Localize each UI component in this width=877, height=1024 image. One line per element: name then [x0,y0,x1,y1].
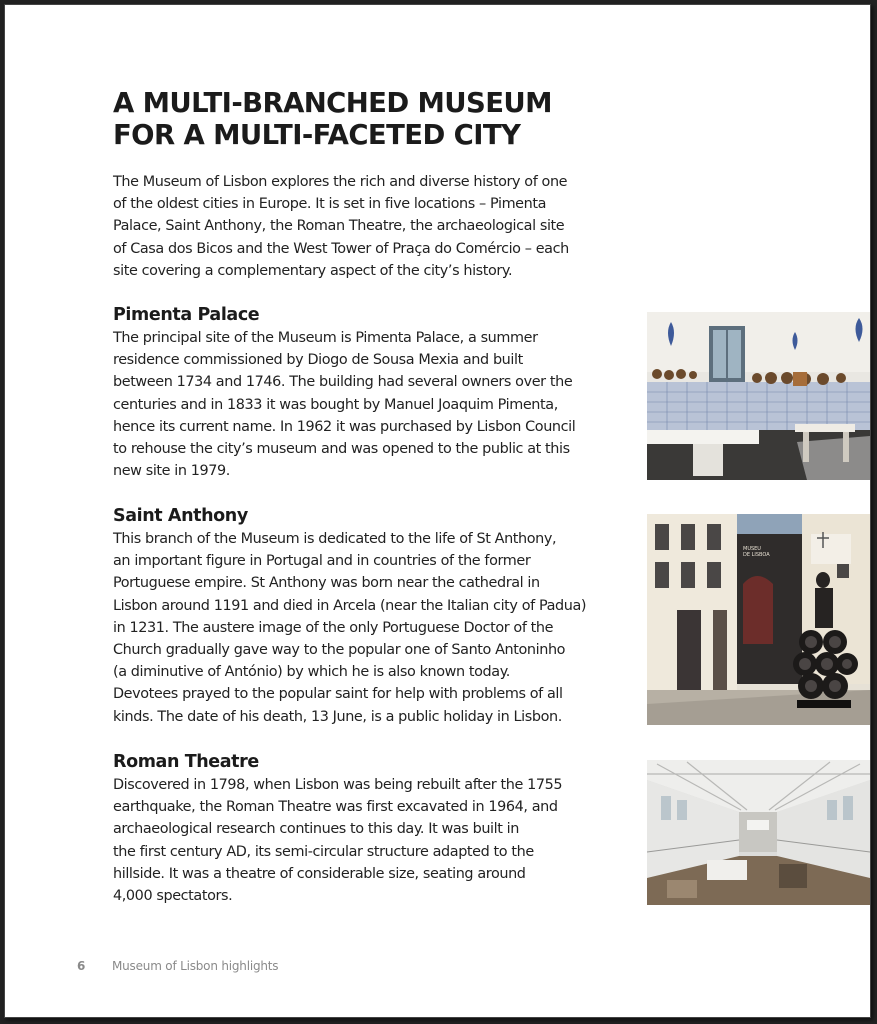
museum-facade-statue-photo [647,514,870,725]
excavation-hall-image [647,760,870,905]
intro-line: site covering a complementary aspect of the city’s history. [113,262,513,279]
body-line: This branch of the Museum is dedicated to the life of St Anthony, [113,531,557,547]
body-line: to rehouse the city’s museum and was opened to the public at this [113,441,570,458]
body-line: between 1734 and 1746. The building had several owners over the [113,374,573,391]
page [4,4,871,1018]
intro-line: of Casa dos Bicos and the West Tower of Praça do Comércio – each [113,240,569,257]
body-line: kinds. The date of his death, 13 June, is a public holiday in Lisbon. [113,708,562,725]
intro-line: of the oldest cities in Europe. It is set in five locations – Pimenta [113,196,547,213]
body-line: new site in 1979. [113,463,230,480]
sign-line: MUSEU [743,546,761,552]
body-line: archaeological research continues to this day. It was built in [113,821,519,838]
body-line: hillside. It was a theatre of considerable size, seating around [113,865,526,882]
body-line: hence its current name. In 1962 it was purchased by Lisbon Council [113,418,576,435]
footer-title: Museum of Lisbon highlights [112,959,279,973]
body-line: Discovered in 1798, when Lisbon was being rebuilt after the 1755 [113,777,563,793]
palace-kitchen-image [647,312,870,480]
section-body-saint-anthony [113,528,633,728]
body-line: an important figure in Portugal and in countries of the former [113,553,531,570]
body-line: centuries and in 1833 it was bought by Manuel Joaquim Pimenta, [113,396,558,413]
body-line: The principal site of the Museum is Pimenta Palace, a summer [113,330,538,346]
body-line: (a diminutive of António) by which he is also known today. [113,664,510,681]
page-footer [5,957,405,977]
page-heading [113,87,673,151]
heading-line: FOR A MULTI-FACETED CITY [113,119,521,151]
heading-line: A MULTI-BRANCHED MUSEUM [113,87,552,119]
body-line: in 1231. The austere image of the only Portuguese Doctor of the [113,619,554,636]
sign-line: DE LISBOA [743,552,770,558]
section-title-pimenta-palace: Pimenta Palace [113,305,260,325]
body-line: Devotees prayed to the popular saint for help with problems of all [113,686,563,703]
body-line: the first century AD, its semi-circular structure adapted to the [113,843,534,860]
excavation-hall-photo [647,760,870,905]
intro-line: The Museum of Lisbon explores the rich and diverse history of one [113,174,568,190]
body-line: Portuguese empire. St Anthony was born near the cathedral in [113,575,540,592]
page-number: 6 [77,959,86,973]
palace-kitchen-photo [647,312,870,480]
body-line: Lisbon around 1191 and died in Arcela (near the Italian city of Padua) [113,597,587,614]
body-line: Church gradually gave way to the popular one of Santo Antoninho [113,642,566,659]
section-body-roman-theatre [113,774,633,907]
intro-paragraph [113,171,633,282]
body-line: residence commissioned by Diogo de Sousa Mexia and built [113,352,523,369]
body-line: 4,000 spectators. [113,888,233,905]
section-title-saint-anthony: Saint Anthony [113,506,248,526]
intro-line: Palace, Saint Anthony, the Roman Theatre, the archaeological site [113,218,565,235]
body-line: earthquake, the Roman Theatre was first excavated in 1964, and [113,799,558,816]
section-body-pimenta-palace [113,327,633,482]
section-title-roman-theatre: Roman Theatre [113,752,259,772]
museum-facade-image [647,514,870,725]
